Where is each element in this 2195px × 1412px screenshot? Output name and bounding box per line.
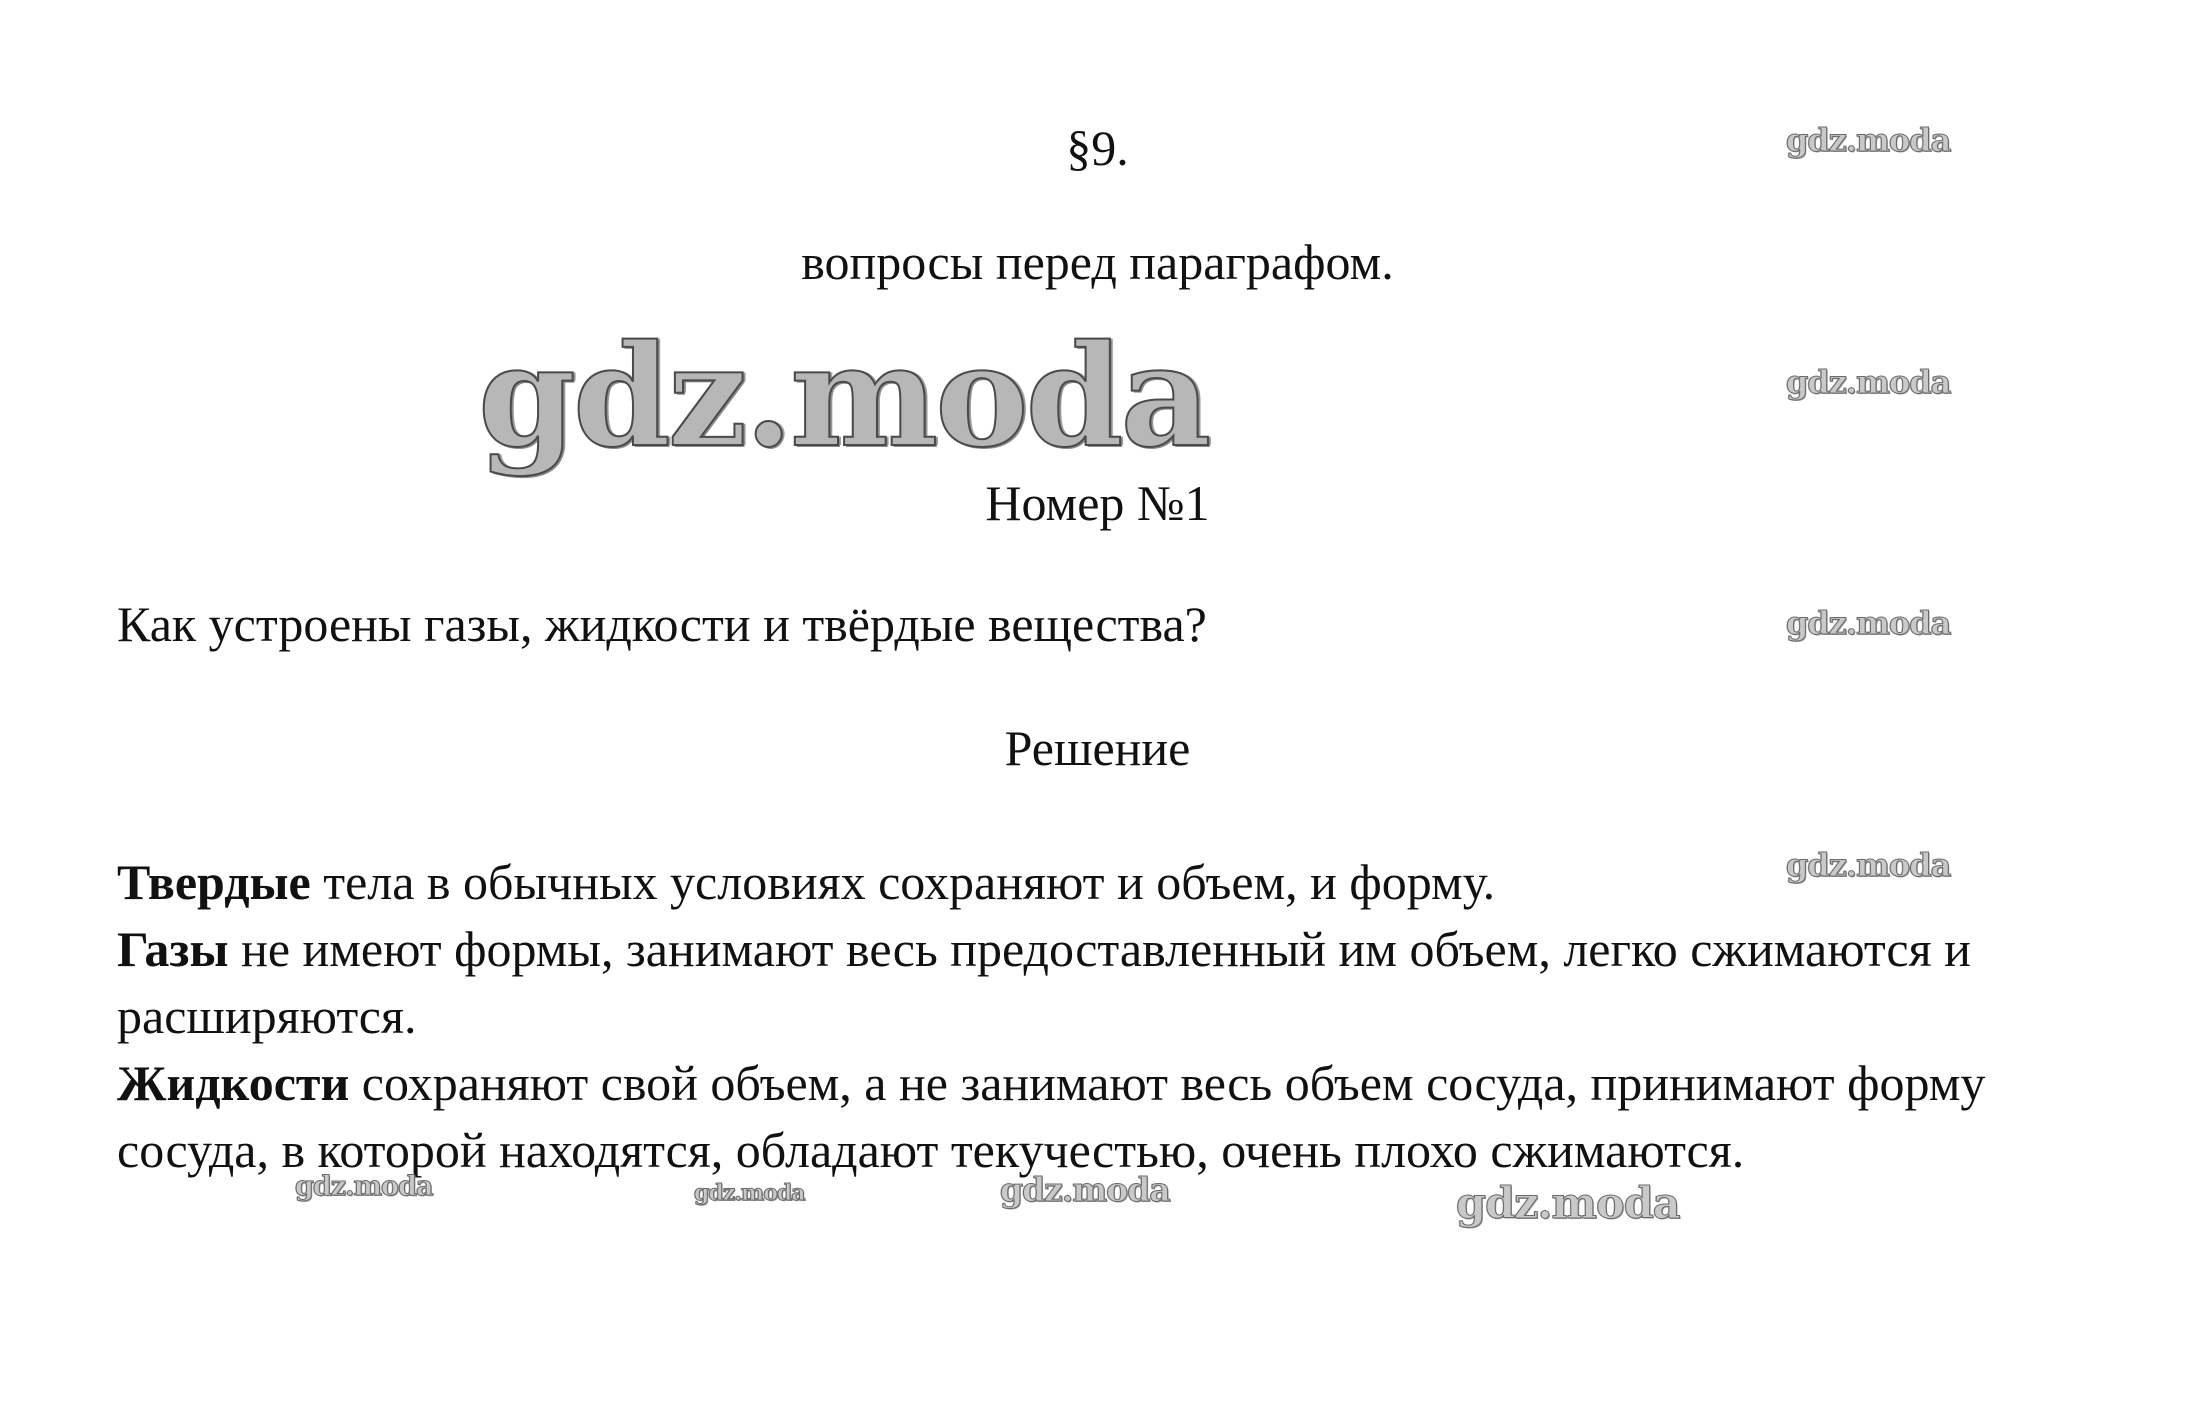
watermark: gdz.moda	[694, 1180, 805, 1206]
watermark: gdz.moda	[1456, 1179, 1680, 1229]
watermark: gdz.moda	[1786, 121, 1951, 159]
text-solids: тела в обычных условиях сохраняют и объем, и форму.	[310, 854, 1496, 910]
solution-text	[117, 846, 2067, 1184]
answer-paragraph-gases	[117, 916, 2067, 1050]
term-liquids: Жидкости	[117, 1055, 350, 1111]
watermark: gdz.moda	[1786, 604, 1951, 642]
watermark: gdz.moda	[295, 1171, 433, 1202]
term-gases: Газы	[117, 921, 229, 977]
term-solids: Твердые	[117, 854, 311, 910]
text-liquids: сохраняют свой объем, а не занимают весь объем сосуда, принимают форму сосуда, в которой находятся, обладают текучестью, очень плохо сжимаются.	[117, 1055, 1986, 1178]
watermark-logo: gdz.moda	[478, 315, 1209, 479]
section-subtitle: вопросы перед параграфом.	[801, 234, 1394, 290]
task-question: Как устроены газы, жидкости и твёрдые вещества?	[117, 596, 1207, 652]
watermark: gdz.moda	[1786, 846, 1951, 884]
solution-heading: Решение	[1004, 720, 1191, 776]
answer-paragraph-liquids	[117, 1050, 2067, 1184]
watermark: gdz.moda	[1000, 1170, 1170, 1209]
watermark: gdz.moda	[1786, 363, 1951, 401]
answer-paragraph-solids	[117, 846, 2067, 916]
section-title: §9.	[1066, 120, 1129, 176]
task-number: Номер №1	[985, 475, 1210, 531]
text-gases: не имеют формы, занимают весь предоставленный им объем, легко сжимаются и расширяются.	[117, 921, 1971, 1044]
